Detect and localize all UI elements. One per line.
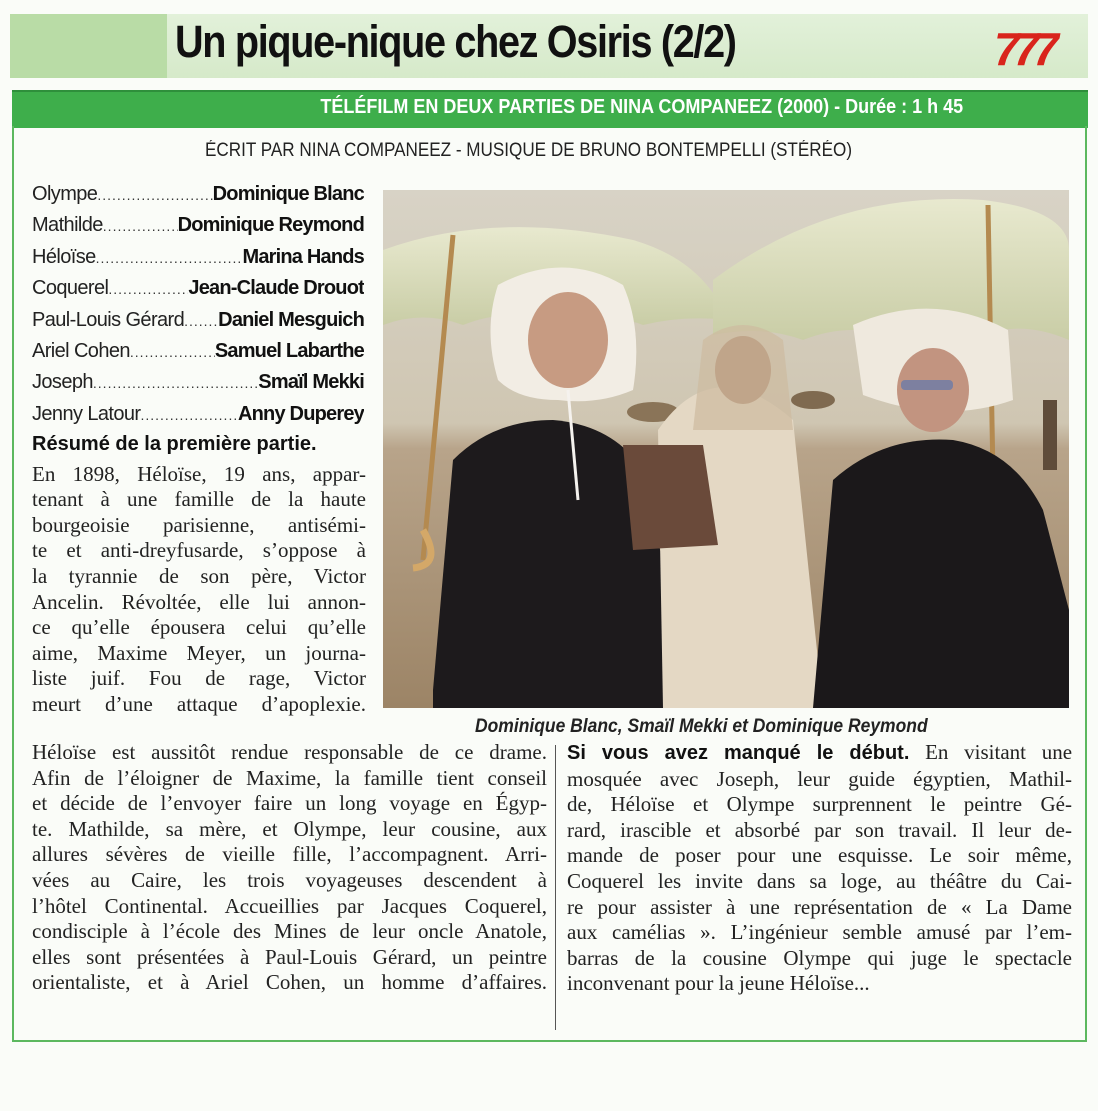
text-line: rard, irascible et absorbé par son travail. Il leur de- xyxy=(567,817,1072,842)
cast-actor: Jean-Claude Drouot xyxy=(188,277,364,300)
text-fragment: En visitant une xyxy=(925,740,1073,764)
cast-list xyxy=(32,183,364,434)
leader-dots xyxy=(96,250,243,266)
leader-dots xyxy=(184,313,218,329)
cast-actor: Dominique Blanc xyxy=(212,183,364,205)
cast-row xyxy=(32,277,364,308)
text-line: tenant à une famille de la haute xyxy=(32,487,366,512)
summary-column-bottom xyxy=(32,740,547,996)
cast-actor: Anny Duperey xyxy=(238,402,364,425)
text-line: la tyrannie de son père, Victor xyxy=(32,563,366,588)
column-divider xyxy=(555,745,556,1030)
cast-role: Coquerel xyxy=(32,277,109,300)
rating-badge: 777 xyxy=(994,23,1053,75)
text-line: barras de la cousine Olympe qui juge le spectacle xyxy=(567,945,1072,970)
text-line: meurt d’une attaque d’apoplexie. xyxy=(32,691,366,716)
cast-role: Ariel Cohen xyxy=(32,339,130,362)
text-line: te et anti-dreyfusarde, s’oppose à xyxy=(32,538,366,563)
summary-column-top xyxy=(32,432,366,718)
cast-role: Paul-Louis Gérard xyxy=(32,308,185,331)
text-line: re pour assister à une représentation de « La Dame xyxy=(567,894,1072,919)
header-tab xyxy=(10,14,167,78)
subtitle: TÉLÉFILM EN DEUX PARTIES DE NINA COMPANEEZ (2000) - Durée : 1 h 45 xyxy=(320,96,963,118)
leader-dots xyxy=(130,344,215,360)
text-line: liste juif. Fou de rage, Victor xyxy=(32,666,366,691)
cast-row xyxy=(32,309,364,340)
page-title: Un pique-nique chez Osiris (2/2) xyxy=(175,16,736,67)
cast-role: Olympe xyxy=(32,183,98,205)
text-line: ce qu’elle épousera celui qu’elle xyxy=(32,615,366,640)
text-line: te. Mathilde, sa mère, et Olympe, leur cousine, aux xyxy=(32,816,547,841)
cast-row xyxy=(32,340,364,371)
text-line: Ancelin. Révoltée, elle lui annon- xyxy=(32,589,366,614)
text-line: et décide de l’envoyer faire un long voyage en Égyp- xyxy=(32,791,547,816)
text-line: Héloïse est aussitôt rendue responsable de ce drame. xyxy=(32,740,547,764)
text-line: inconvenant pour la jeune Héloïse... xyxy=(567,971,870,996)
cast-actor: Samuel Labarthe xyxy=(214,339,364,362)
text-line: aime, Maxime Meyer, un journa- xyxy=(32,640,366,665)
cast-actor: Dominique Reymond xyxy=(177,214,364,237)
leader-dots xyxy=(108,281,188,297)
text-line: mosquée avec Joseph, leur guide égyptien, Mathil- xyxy=(567,766,1072,791)
text-line: de, Héloïse et Olympe surprennent le peintre Gé- xyxy=(567,792,1072,817)
text-line: allures sévères de vieille fille, l’accompagnent. Arri- xyxy=(32,842,547,867)
text-line: orientaliste, et à Ariel Cohen, un homme d’affaires. xyxy=(32,970,547,995)
leader-dots xyxy=(140,407,238,423)
missed-heading: Si vous avez manqué le début. xyxy=(567,742,910,764)
text-line: En 1898, Héloïse, 19 ans, appar- xyxy=(32,461,366,486)
leader-dots xyxy=(103,218,178,234)
leader-dots xyxy=(97,187,212,203)
text-line: bourgeoisie parisienne, antisémi- xyxy=(32,512,366,537)
text-line: elles sont présentées à Paul-Louis Gérard, un peintre xyxy=(32,944,547,969)
text-line: Afin de l’éloigner de Maxime, la famille tient conseil xyxy=(32,765,547,790)
summary-heading: Résumé de la première partie. xyxy=(32,433,317,455)
cast-role: Mathilde xyxy=(32,214,103,237)
missed-column xyxy=(567,740,1072,997)
cast-row xyxy=(32,183,364,214)
cast-actor: Marina Hands xyxy=(242,245,364,268)
leader-dots xyxy=(93,375,258,391)
text-line: Coquerel les invite dans sa loge, au théâtre du Cai- xyxy=(567,868,1072,893)
cast-row xyxy=(32,246,364,277)
credits-line: ÉCRIT PAR NINA COMPANEEZ - MUSIQUE DE BRUNO BONTEMPELLI (STÉRÉO) xyxy=(205,140,853,161)
cast-row xyxy=(32,403,364,434)
cast-row xyxy=(32,214,364,245)
cast-row xyxy=(32,371,364,402)
text-line: vées au Caire, les trois voyageuses descendent à xyxy=(32,867,547,892)
text-line: aux camélias ». L’ingénieur semble amusé par l’em- xyxy=(567,920,1072,945)
photo-caption: Dominique Blanc, Smaïl Mekki et Dominique Reymond xyxy=(475,716,928,737)
cast-actor: Smaïl Mekki xyxy=(258,371,364,394)
cast-role: Jenny Latour xyxy=(32,402,141,425)
text-line: mande de poser pour une esquisse. Le soir même, xyxy=(567,843,1072,868)
film-still-photo xyxy=(383,190,1069,708)
cast-role: Héloïse xyxy=(32,245,96,268)
cast-role: Joseph xyxy=(32,371,93,394)
text-line: l’hôtel Continental. Accueillies par Jacques Coquerel, xyxy=(32,893,547,918)
cast-actor: Daniel Mesguich xyxy=(218,308,364,331)
text-line xyxy=(567,740,1072,767)
text-line: condisciple à l’école des Mines de leur oncle Anatole, xyxy=(32,919,547,944)
